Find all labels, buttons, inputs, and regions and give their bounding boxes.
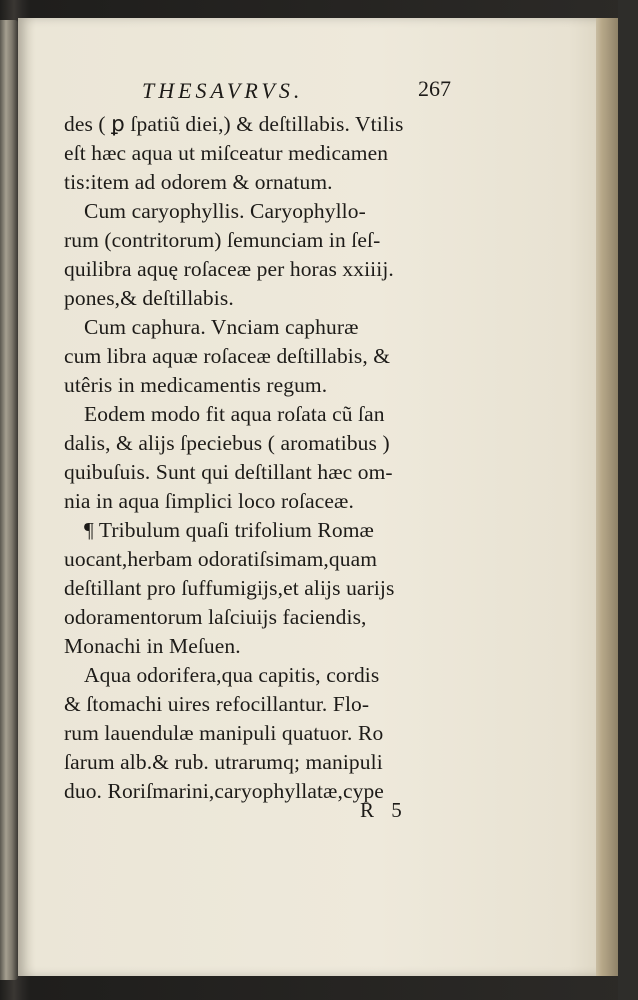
page-stack-edge bbox=[596, 18, 618, 976]
text-line: Cum caphura. Vnciam caphuræ bbox=[84, 315, 359, 339]
text-line: dalis, & alijs ſpeciebus ( aromatibus ) bbox=[64, 431, 390, 455]
page-number: 267 bbox=[418, 76, 451, 101]
page-text-block bbox=[64, 76, 474, 806]
text-line: rum (contritorum) ſemunciam in ſeſ- bbox=[64, 228, 381, 252]
text-line: nia in aqua ſimplici loco roſaceæ. bbox=[64, 489, 354, 513]
text-line: Aqua odorifera,qua capitis, cordis bbox=[84, 663, 380, 687]
text-line: deſtillant pro ſuffumigijs,et alijs uarijs bbox=[64, 576, 395, 600]
text-line: quilibra aquę roſaceæ per horas xxiiij. bbox=[64, 257, 394, 281]
text-line: odoramentorum laſciuijs faciendis, bbox=[64, 605, 367, 629]
text-line: duo. Roriſmarini,caryophyllatæ,cype bbox=[64, 779, 384, 803]
text-line: eſt hæc aqua ut miſceatur medicamen bbox=[64, 141, 389, 165]
text-line: quibuſuis. Sunt qui deſtillant hæc om- bbox=[64, 460, 393, 484]
running-title: THESAVRVS. bbox=[142, 78, 304, 103]
text-line: & ſtomachi uires refocillantur. Flo- bbox=[64, 692, 370, 716]
book-cover-right bbox=[618, 0, 638, 1000]
text-line: Eodem modo fit aqua roſata cũ ſan bbox=[84, 402, 385, 426]
signature-mark: R 5 bbox=[360, 798, 408, 822]
text-line: ſarum alb.& rub. utrarumq; manipuli bbox=[64, 750, 383, 774]
text-line: Monachi in Meſuen. bbox=[64, 634, 241, 658]
text-line: uocant,herbam odoratiſsimam,quam bbox=[64, 547, 378, 571]
text-line: ¶ Tribulum quaſi trifolium Romæ bbox=[84, 518, 374, 542]
text-line: utêris in medicamentis regum. bbox=[64, 373, 328, 397]
text-line: tis:item ad odorem & ornatum. bbox=[64, 170, 333, 194]
book-spine-edge bbox=[0, 20, 18, 980]
text-line: cum libra aquæ roſaceæ deſtillabis, & bbox=[64, 344, 391, 368]
text-line: pones,& deſtillabis. bbox=[64, 286, 234, 310]
text-line: des ( ꝑ ſpatiũ diei,) & deſtillabis. Vtilis bbox=[64, 112, 404, 136]
text-line: Cum caryophyllis. Caryophyllo- bbox=[84, 199, 366, 223]
running-header bbox=[64, 76, 474, 110]
text-line: rum lauendulæ manipuli quatuor. Ro bbox=[64, 721, 384, 745]
